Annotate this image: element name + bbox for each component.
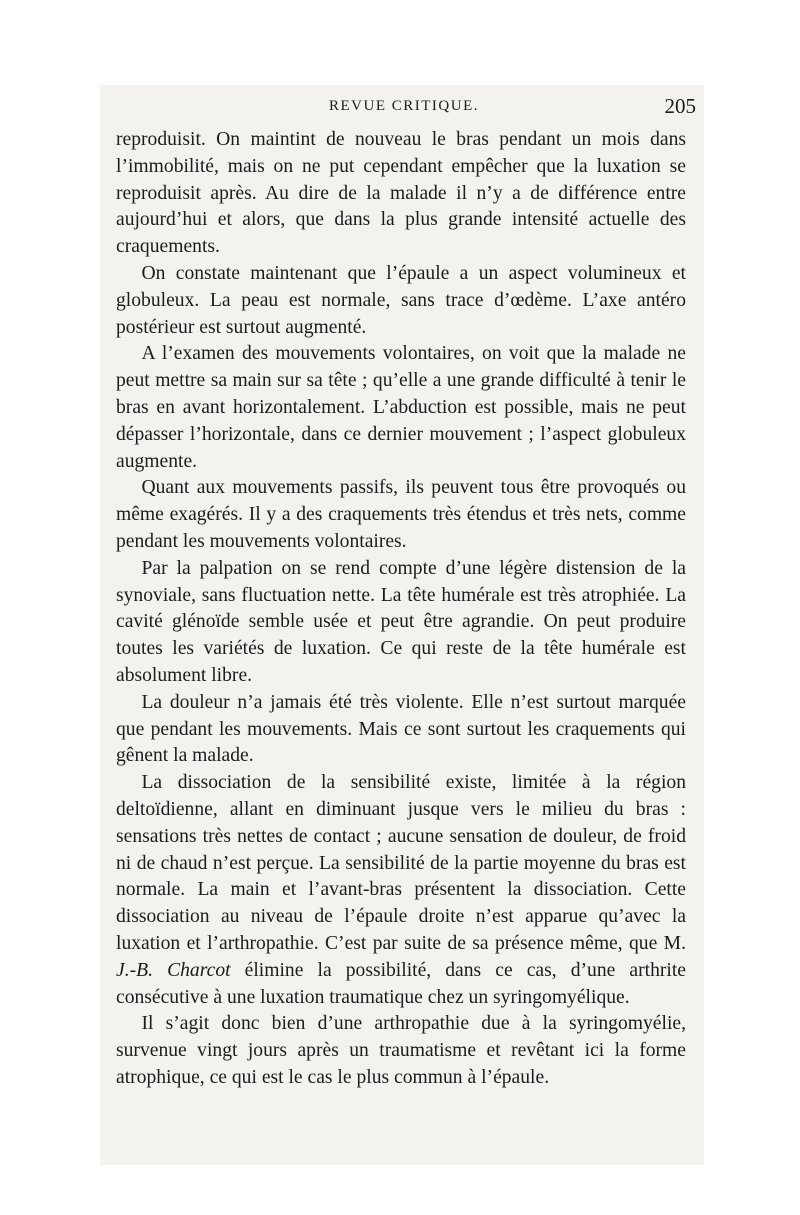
sensibility-text-start: La dissociation de la sensibilité existe, limitée à la région deltoïdienne, allant en diminuant jusque vers le milieu du bras : sensations très nettes de contact ; aucune sensation de douleur, de froid ni de chaud n’est perçue. La sensibilité de la partie moyenne du bras est normale. La main et l’avant-bras présentent la dissociation. Cette dissociation au niveau de l’épaule droite n’est apparue qu’avec la luxation et l’arthropathie. C’est par suite de sa présence même, que M. (116, 772, 686, 954)
page-header (110, 96, 698, 122)
paragraph-conclusion: Il s’agit donc bien d’une arthropathie due à la syringomyélie, survenue vingt jours après un traumatisme et revêtant ici la forme atrophique, ce qui est le cas le plus commun à l’épaule. (116, 1013, 686, 1088)
sensibility-text-end: élimine la possibilité, dans ce cas, d’une arthrite consécutive à une luxation traumatique chez un syringomyélique. (116, 959, 686, 1008)
running-title: REVUE CRITIQUE. (329, 98, 479, 114)
paragraph-continued: reproduisit. On maintint de nouveau le bras pendant un mois dans l’immobilité, mais on ne put cependant empêcher que la luxation se reproduisit après. Au dire de la malade il n’y a de différence entre aujourd’hui et alors, que dans la plus grande intensité actuelle des craquements. (116, 129, 686, 258)
paragraph-voluntary-movements: A l’examen des mouvements volontaires, on voit que la malade ne peut mettre sa main sur sa tête ; qu’elle a une grande difficulté à tenir le bras en avant horizontalement. L’abduction est possible, mais ne peut dépasser l’horizontale, dans ce dernier mouvement ; l’aspect globuleux augmente. (116, 343, 686, 472)
paragraph-pain: La douleur n’a jamais été très violente. Elle n’est surtout marquée que pendant les mouvements. Mais ce sont surtout les craquements qui gênent la malade. (116, 691, 686, 767)
author-name: J.-B. Charcot (116, 959, 231, 981)
body-text (116, 127, 686, 1092)
paragraph-passive-movements: Quant aux mouvements passifs, ils peuvent tous être provoqués ou même exagérés. Il y a des craquements très étendus et très nets, comme pendant les mouvements volontaires. (116, 477, 686, 552)
paragraph-shoulder-aspect: On constate maintenant que l’épaule a un aspect volumineux et globuleux. La peau est normale, sans trace d’œdème. L’axe antéro postérieur est surtout augmenté. (116, 262, 686, 338)
page-number: 205 (664, 94, 696, 118)
paragraph-palpation: Par la palpation on se rend compte d’une légère distension de la synoviale, sans fluctuation nette. La tête humérale est très atrophiée. La cavité glénoïde semble usée et peut être agrandie. On peut produire toutes les variétés de luxation. Ce qui reste de la tête humérale est absolument libre. (116, 557, 686, 686)
paragraph-sensibility (116, 770, 686, 1011)
